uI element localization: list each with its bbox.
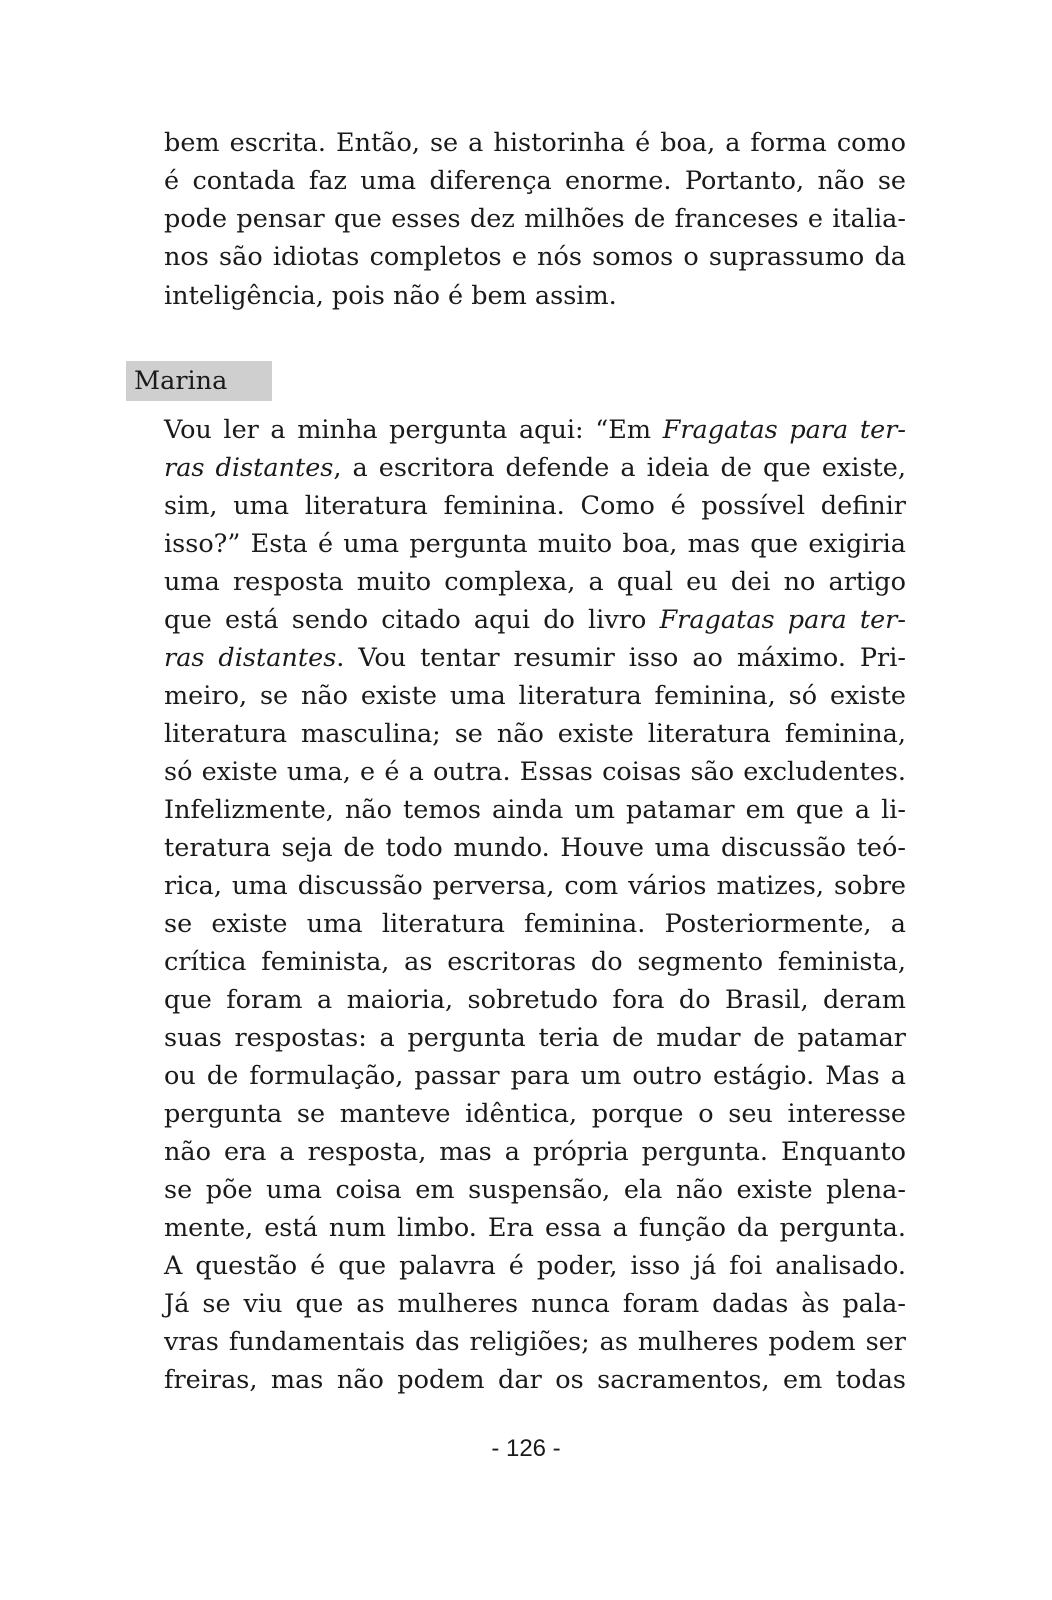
text-line: pergunta se manteve idêntica, porque o seu interesse — [164, 1099, 906, 1129]
text-line: freiras, mas não podem dar os sacramentos, em todas — [164, 1365, 906, 1395]
text-line — [164, 639, 906, 677]
text-segment: . Vou tentar resumir isso ao máximo. Pri- — [336, 643, 906, 673]
text-line: se existe uma literatura feminina. Posteriormente, a — [164, 909, 906, 939]
text-line: que foram a maioria, sobretudo fora do Brasil, deram — [164, 985, 906, 1015]
text-line: só existe uma, e é a outra. Essas coisas são excludentes. — [164, 757, 906, 787]
book-title: ras distantes — [164, 643, 337, 673]
text-line: isso?” Esta é uma pergunta muito boa, mas que exigiria — [164, 529, 906, 559]
text-segment: Vou ler a minha pergunta aqui: “Em — [164, 415, 663, 445]
text-line: se põe uma coisa em suspensão, ela não existe plena- — [164, 1175, 906, 1205]
text-line: uma resposta muito complexa, a qual eu dei no artigo — [164, 567, 906, 597]
speaker-label: Marina — [126, 361, 272, 401]
book-title: ras distantes — [164, 453, 334, 483]
text-line: literatura masculina; se não existe literatura feminina, — [164, 719, 906, 749]
page-number: - 126 - — [491, 1435, 561, 1462]
text-line: crítica feminista, as escritoras do segmento feminista, — [164, 947, 906, 977]
text-line: vras fundamentais das religiões; as mulheres podem ser — [164, 1327, 906, 1357]
text-line: Infelizmente, não temos ainda um patamar em que a li- — [164, 795, 906, 825]
text-segment: , a escritora defende a ideia de que existe, — [333, 453, 906, 483]
text-line: inteligência, pois não é bem assim. — [164, 281, 617, 311]
text-line: meiro, se não existe uma literatura feminina, só existe — [164, 681, 906, 711]
text-line: teratura seja de todo mundo. Houve uma discussão teó- — [164, 833, 906, 863]
text-line: não era a resposta, mas a própria pergunta. Enquanto — [164, 1137, 906, 1167]
text-line: suas respostas: a pergunta teria de mudar de patamar — [164, 1023, 906, 1053]
text-line: pode pensar que esses dez milhões de franceses e italia- — [164, 204, 906, 234]
text-line: sim, uma literatura feminina. Como é possível definir — [164, 491, 906, 521]
text-line: rica, uma discussão perversa, com vários matizes, sobre — [164, 871, 906, 901]
text-line: nos são idiotas completos e nós somos o suprassumo da — [164, 242, 906, 272]
text-segment: que está sendo citado aqui do livro — [164, 605, 660, 635]
text-line: mente, está num limbo. Era essa a função da pergunta. — [164, 1213, 906, 1243]
text-line: A questão é que palavra é poder, isso já foi analisado. — [164, 1251, 906, 1281]
text-line: bem escrita. Então, se a historinha é boa, a forma como — [164, 128, 906, 158]
book-title: Fragatas para ter- — [662, 415, 906, 445]
text-line — [164, 411, 906, 449]
text-line: ou de formulação, passar para um outro estágio. Mas a — [164, 1061, 906, 1091]
book-title: Fragatas para ter- — [659, 605, 906, 635]
text-line: é contada faz uma diferença enorme. Portanto, não se — [164, 166, 906, 196]
text-line — [164, 449, 906, 487]
text-line — [164, 601, 906, 639]
text-line: Já se viu que as mulheres nunca foram dadas às pala- — [164, 1289, 906, 1319]
